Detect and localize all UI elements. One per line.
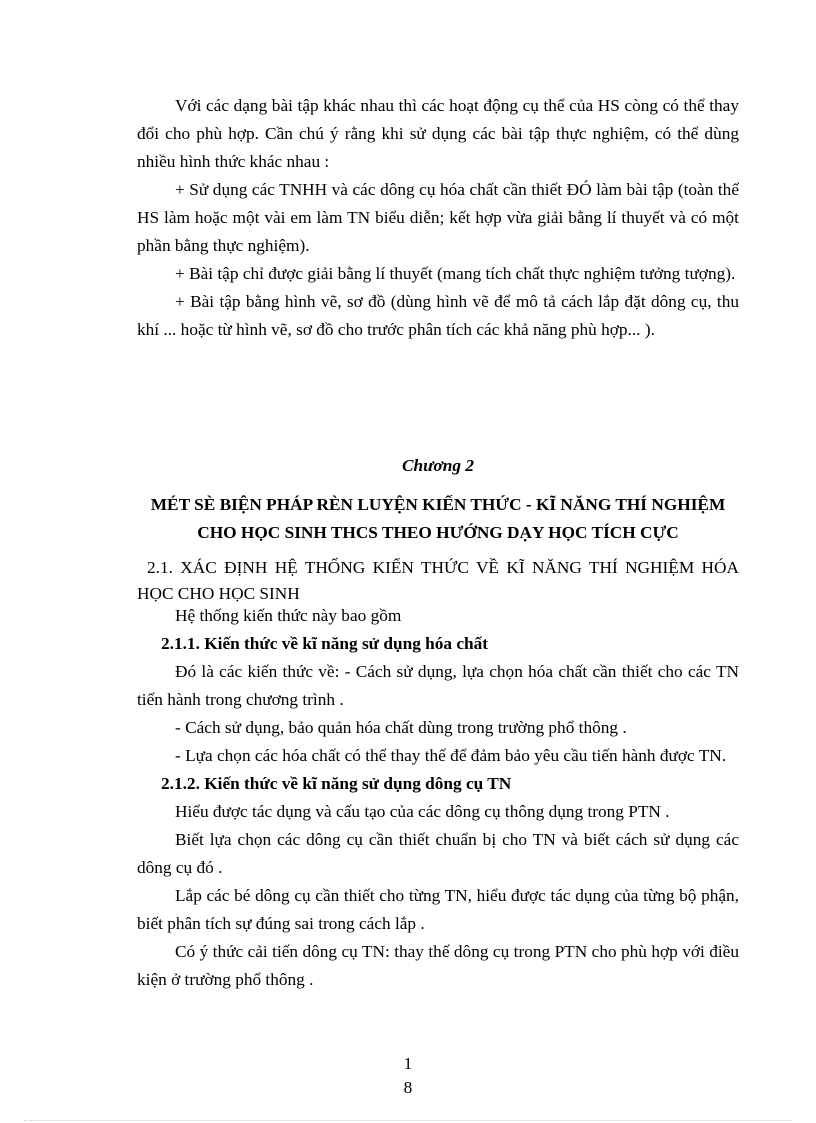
section-heading-text: 2.1. XÁC ĐỊNH HỆ THỐNG KIẾN THỨC VỀ KĨ NĂNG THÍ NGHIỆM HÓA HỌC CHO HỌC SINH <box>137 558 739 603</box>
sub2-paragraph-4: Có ý thức cải tiến dông cụ TN: thay thế dông cụ trong PTN cho phù hợp với điều kiện ở trường phổ thông . <box>137 942 739 989</box>
intro-paragraph-1: Với các dạng bài tập khác nhau thì các hoạt động cụ thể của HS còng có thể thay đổi cho phù hợp. Cần chú ý rằng khi sử dụng các bài tập thực nghiệm, có thể dùng nhiều hình thức khác nhau : <box>137 96 739 171</box>
sub1-paragraph-3: - Lựa chọn các hóa chất có thể thay thế để đảm bảo yêu cầu tiến hành được TN. <box>175 746 727 765</box>
intro-paragraph-2: + Sử dụng các TNHH và các dông cụ hóa chất cần thiết ĐÓ làm bài tập (toàn thể HS làm hoặc một vài em làm TN biểu diễn; kết hợp vừa giải bằng lí thuyết và có một phần bằng thực nghiệm). <box>137 180 739 255</box>
sub2-paragraph-2: Biết lựa chọn các dông cụ cần thiết chuẩn bị cho TN và biết cách sử dụng các dông cụ đó . <box>137 830 739 877</box>
page-number-line-1: 1 <box>403 1054 413 1073</box>
chapter-title <box>137 491 739 547</box>
intro-paragraph-4: + Bài tập bằng hình vẽ, sơ đồ (dùng hình vẽ để mô tả cách lắp đặt dông cụ, thu khí ... hoặc từ hình vẽ, sơ đồ cho trước phân tích các khả năng phù hợp... ). <box>137 292 739 339</box>
section-heading <box>137 555 739 607</box>
sub2-paragraph-1: Hiểu được tác dụng và cấu tạo của các dông cụ thông dụng trong PTN . <box>175 802 670 821</box>
sub1-paragraph-2: - Cách sử dụng, bảo quản hóa chất dùng trong trường phổ thông . <box>175 718 627 737</box>
chapter-title-line-2: CHO HỌC SINH THCS THEO HƯỚNG DẠY HỌC TÍCH CỰC <box>197 523 679 542</box>
intro-paragraph-3: + Bài tập chỉ được giải bằng lí thuyết (mang tích chất thực nghiệm tưởng tượng). <box>175 264 736 283</box>
section-intro: Hệ thống kiến thức này bao gồm <box>175 606 402 625</box>
intro-section <box>137 92 739 344</box>
chapter-title-line-1: MÉT SÈ BIỆN PHÁP RÈN LUYỆN KIẾN THỨC - KĨ NĂNG THÍ NGHIỆM <box>150 495 726 514</box>
footer-divider <box>24 1120 792 1121</box>
sub1-paragraph-1: Đó là các kiến thức về: - Cách sử dụng, lựa chọn hóa chất cần thiết cho các TN tiến hành trong chương trình . <box>137 662 739 709</box>
page-number-line-2: 8 <box>403 1078 413 1097</box>
chapter-label: Chương 2 <box>402 456 474 475</box>
page-number <box>0 1052 816 1100</box>
sub2-paragraph-3: Lắp các bé dông cụ cần thiết cho từng TN, hiểu được tác dụng của từng bộ phận, biết phân tích sự đúng sai trong cách lắp . <box>137 886 739 933</box>
section-body <box>137 602 739 994</box>
subsection-heading-2: 2.1.2. Kiến thức về kĩ năng sử dụng dông cụ TN <box>161 774 512 793</box>
subsection-heading-1: 2.1.1. Kiến thức về kĩ năng sử dụng hóa chất <box>161 634 489 653</box>
